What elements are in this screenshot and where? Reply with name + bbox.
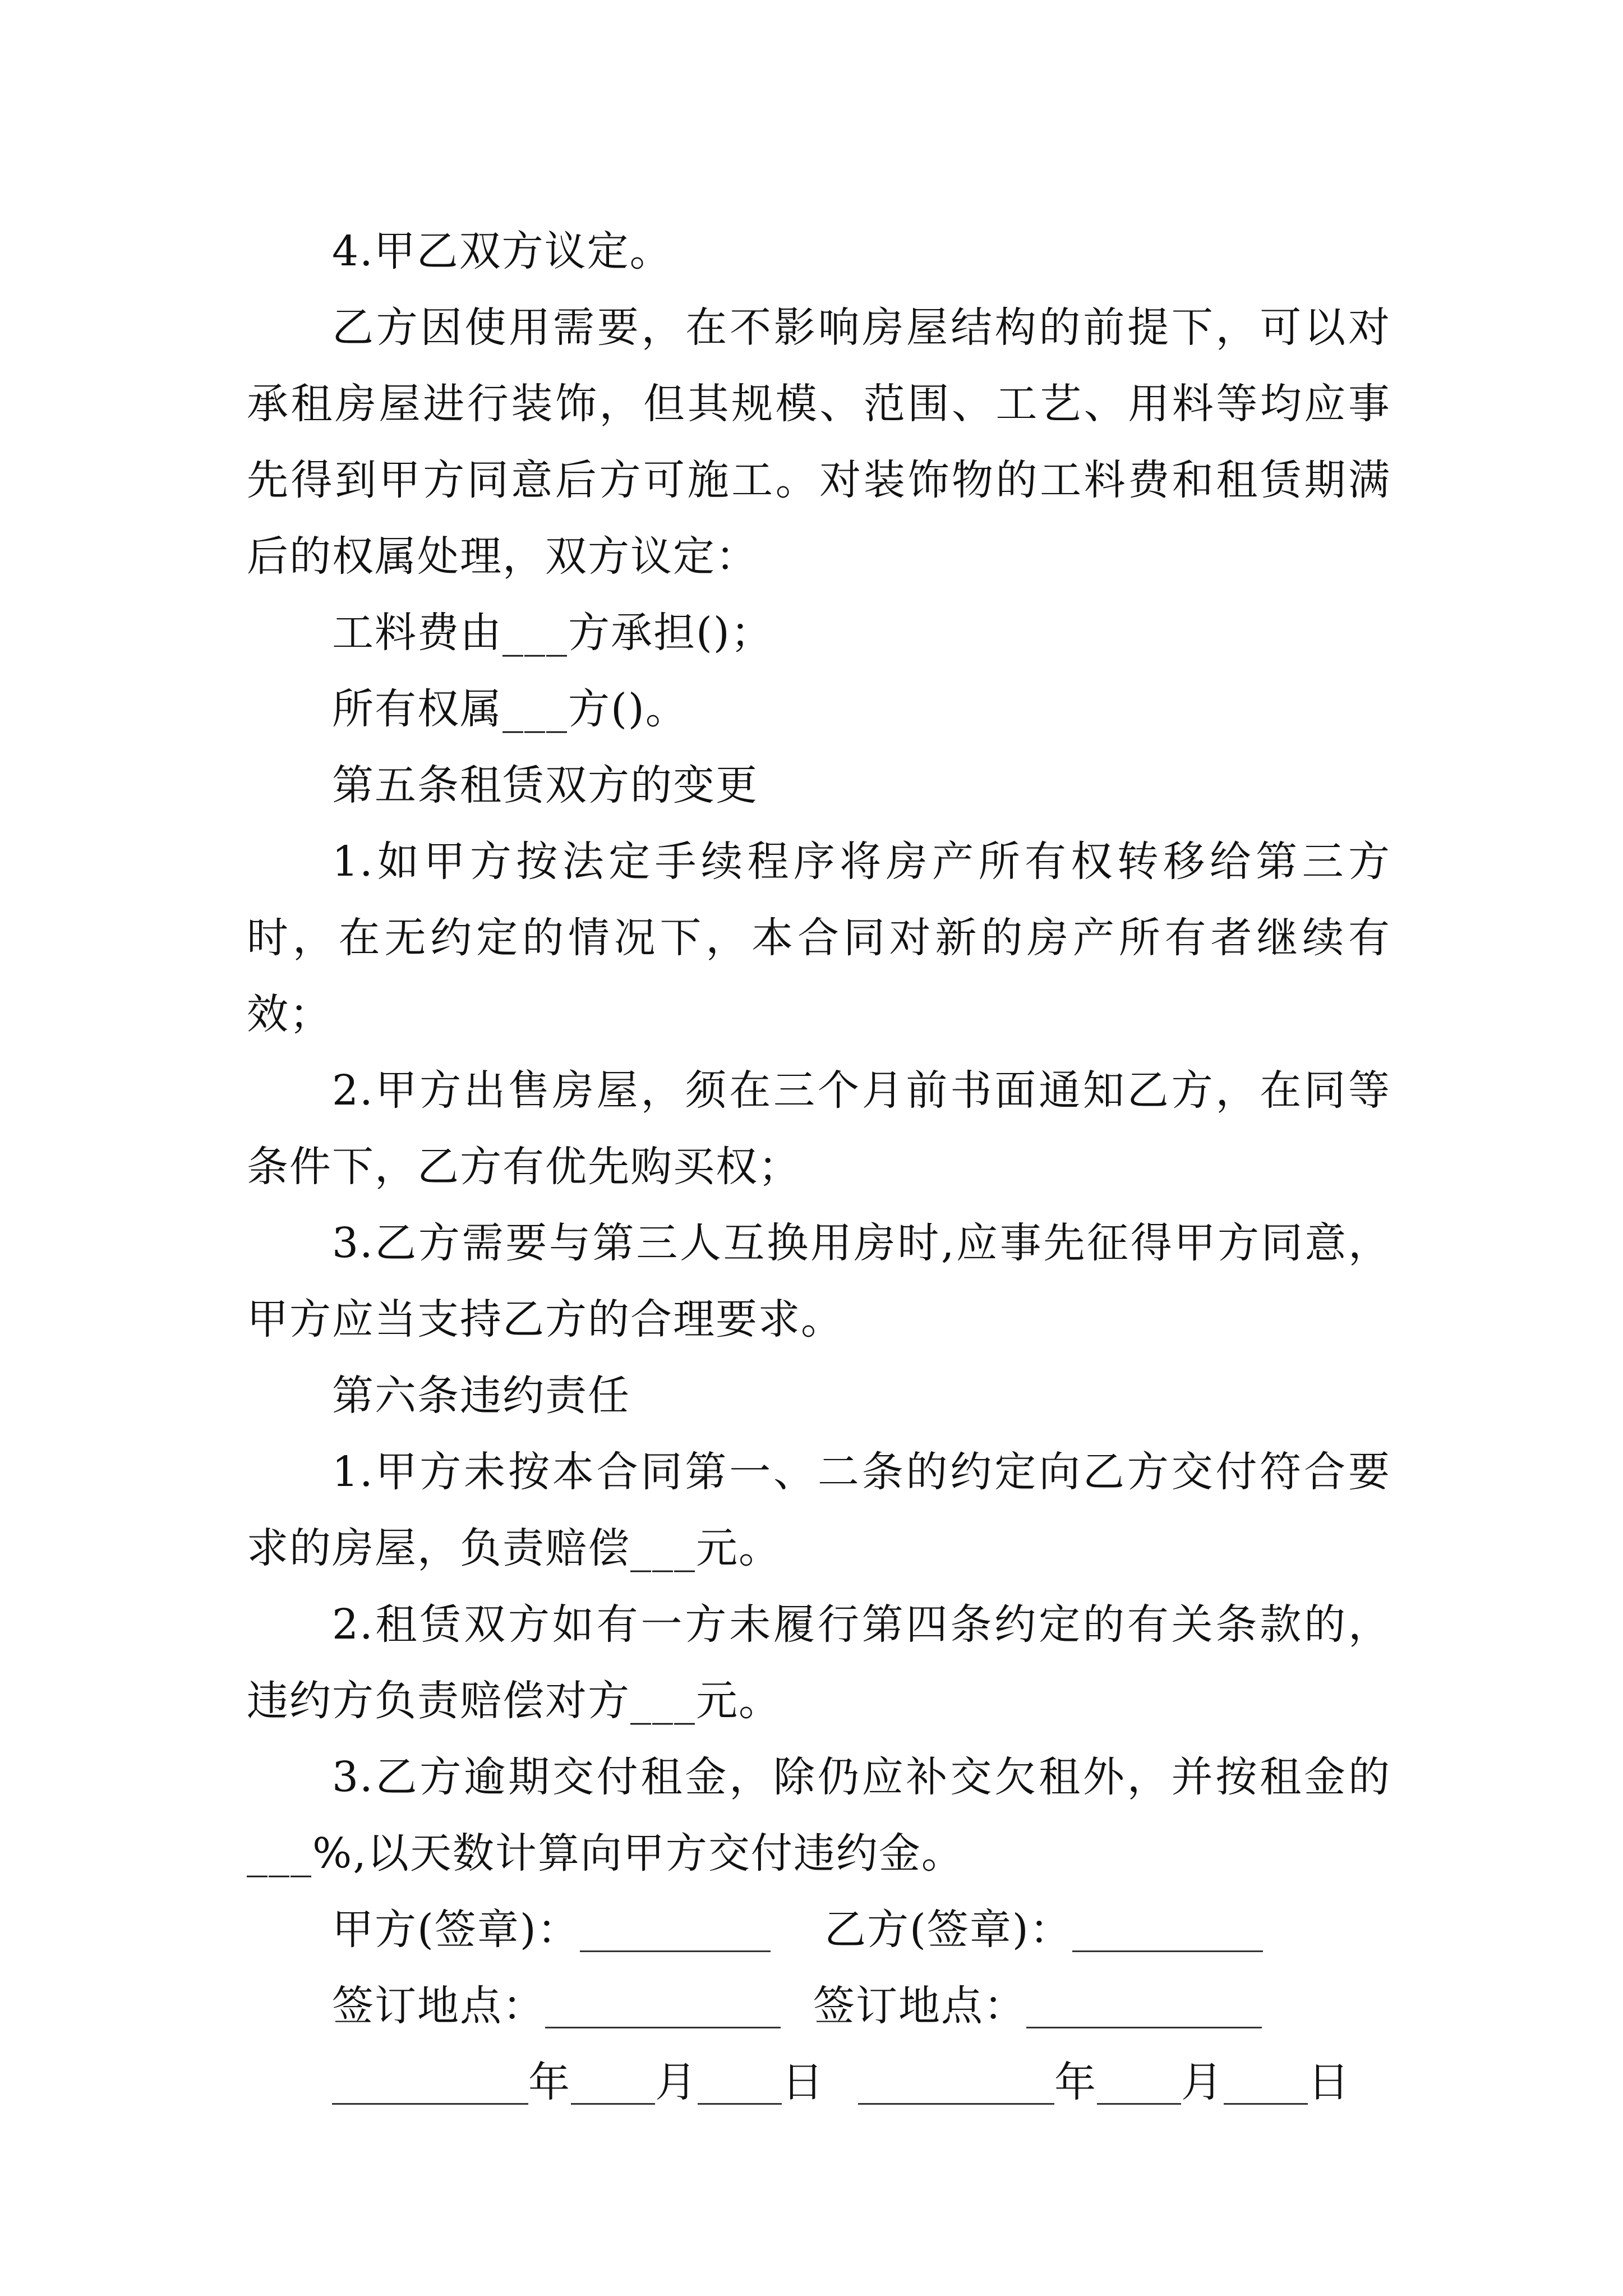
paragraph: 3.乙方需要与第三人互换用房时,应事先征得甲方同意，甲方应当支持乙方的合理要求。 <box>247 1219 1391 1343</box>
signature-row <box>247 1892 1391 1968</box>
date-row <box>247 2044 1391 2120</box>
party-a-date <box>332 2044 824 2120</box>
day-label: 日 <box>1308 2058 1350 2106</box>
section-heading: 第五条租赁双方的变更 <box>332 761 758 809</box>
party-a-signature-line <box>580 1909 771 1952</box>
place-label-a: 签订地点： <box>332 1982 545 2030</box>
month-label: 月 <box>1181 2058 1224 2106</box>
paragraph: 1.甲方未按本合同第一、二条的约定向乙方交付符合要求的房屋，负责赔偿___元。 <box>247 1448 1391 1572</box>
party-a-label: 甲方(签章)： <box>332 1906 580 1954</box>
party-b-place <box>813 1968 1262 2044</box>
party-b-place-line <box>1026 1985 1262 2028</box>
year-label: 年 <box>528 2058 571 2106</box>
party-b-label: 乙方(签章)： <box>824 1906 1072 1954</box>
day-label: 日 <box>782 2058 824 2106</box>
paragraph: 1.如甲方按法定手续程序将房产所有权转移给第三方时，在无约定的情况下，本合同对新的房产所有者继续有效； <box>247 838 1391 1038</box>
paragraph: 4.甲乙双方议定。 <box>332 227 672 275</box>
year-line <box>332 2062 528 2105</box>
place-label-b: 签订地点： <box>813 1982 1026 2030</box>
document-body <box>247 213 1391 2120</box>
party-a-place-line <box>545 1985 781 2028</box>
party-a-signature <box>332 1892 771 1968</box>
paragraph: 2.甲方出售房屋，须在三个月前书面通知乙方，在同等条件下，乙方有优先购买权； <box>247 1066 1391 1191</box>
place-row <box>247 1968 1391 2044</box>
day-line <box>1224 2062 1308 2105</box>
paragraph: 乙方因使用需要，在不影响房屋结构的前提下，可以对承租房屋进行装饰，但其规模、范围、工艺、用料等均应事先得到甲方同意后方可施工。对装饰物的工料费和租赁期满后的权属处理，双方议定： <box>247 303 1391 581</box>
day-line <box>698 2062 782 2105</box>
month-line <box>1097 2062 1181 2105</box>
party-b-signature-line <box>1072 1909 1263 1952</box>
party-b-date <box>858 2044 1350 2120</box>
section-heading: 第六条违约责任 <box>332 1372 630 1420</box>
paragraph: 2.租赁双方如有一方未履行第四条约定的有关条款的，违约方负责赔偿对方___元。 <box>247 1600 1391 1725</box>
paragraph: 所有权属___方()。 <box>332 685 688 733</box>
paragraph: 3.乙方逾期交付租金，除仍应补交欠租外，并按租金的___%,以天数计算向甲方交付违约金。 <box>247 1753 1391 1878</box>
party-a-place <box>332 1968 781 2044</box>
party-b-signature <box>824 1892 1263 1968</box>
month-line <box>571 2062 655 2105</box>
month-label: 月 <box>655 2058 698 2106</box>
year-label: 年 <box>1054 2058 1097 2106</box>
paragraph: 工料费由___方承担()； <box>332 609 773 657</box>
year-line <box>858 2062 1054 2105</box>
